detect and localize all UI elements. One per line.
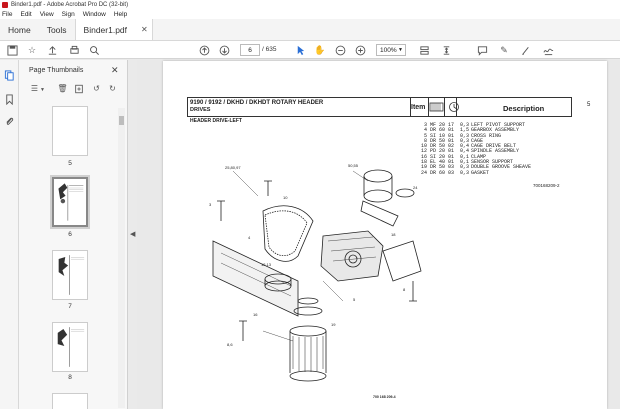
thumbnails-scrollbar[interactable]	[118, 108, 125, 408]
page-thumbnail[interactable]	[52, 106, 88, 156]
page-thumbnail[interactable]	[52, 393, 88, 409]
scrollbar-thumb[interactable]	[119, 116, 124, 125]
tab-home[interactable]: Home	[8, 24, 31, 35]
diagram-callout: 19	[331, 322, 336, 327]
delete-page-icon[interactable]: 🗑	[57, 84, 68, 93]
page-thumbnail-selected[interactable]	[52, 177, 88, 227]
zoom-level-value: 100%	[380, 47, 397, 54]
options-menu-icon[interactable]: ☰	[30, 84, 39, 93]
acrobat-app-icon	[2, 2, 8, 8]
diagram-callout: 50,55	[348, 163, 359, 168]
left-navigation-rail	[0, 60, 19, 409]
diagram-callout: 4	[248, 235, 251, 240]
zoom-in-icon[interactable]	[354, 44, 366, 56]
figure-code: 700 168 209-4	[373, 395, 396, 399]
window-title: Binder1.pdf - Adobe Acrobat Pro DC (32-bit)	[11, 1, 129, 8]
close-icon[interactable]: ✕	[111, 65, 119, 75]
pdf-page	[163, 61, 607, 409]
page-number-input[interactable]: 6	[240, 44, 260, 56]
next-page-icon[interactable]	[218, 44, 230, 56]
table-row: 4 DR 60 01 1,5 GEARBOX ASSEMBLY	[423, 127, 520, 134]
insert-page-icon[interactable]	[73, 84, 84, 95]
tab-bar	[0, 19, 620, 41]
table-row: 24 DR 60 03 0,3 GASKET	[420, 169, 490, 176]
page-thumbnail-label: 7	[68, 303, 72, 310]
sign-icon[interactable]	[542, 44, 554, 56]
table-row: 10 DR 50 02 0,4 CAGE DRIVE BELT	[420, 143, 517, 150]
upload-icon[interactable]	[46, 44, 58, 56]
close-tab-icon[interactable]: ✕	[141, 25, 148, 34]
page-display-icon[interactable]	[418, 44, 430, 56]
zoom-out-icon[interactable]	[334, 44, 346, 56]
draw-icon[interactable]	[520, 44, 532, 56]
page-thumbnail-label: 6	[68, 231, 72, 238]
page-thumbnail[interactable]	[52, 250, 88, 300]
table-row: 3 MF 20 17 0,3 LEFT PIVOT SUPPORT	[423, 122, 526, 128]
zoom-level-select[interactable]	[376, 44, 406, 56]
menu-window[interactable]: Window	[82, 10, 106, 18]
part-number-icon	[429, 100, 444, 114]
bookmarks-icon[interactable]	[4, 94, 15, 105]
quantity-icon	[448, 101, 460, 113]
title-bar	[0, 0, 620, 9]
page-subtitle: DRIVES	[190, 107, 211, 113]
diagram-callout: 18	[391, 232, 396, 237]
diagram-callout: 16	[253, 312, 258, 317]
menu-sign[interactable]: Sign	[61, 10, 75, 18]
menu-edit[interactable]: Edit	[20, 10, 32, 18]
diagram-callout: 10	[283, 195, 288, 200]
section-label: HEADER DRIVE-LEFT	[190, 118, 242, 124]
diagram-callout: 5	[353, 297, 356, 302]
menu-view[interactable]: View	[39, 10, 54, 18]
tab-tools[interactable]: Tools	[46, 24, 67, 35]
page-total: / 635	[262, 46, 277, 53]
thumbnails-panel	[19, 60, 128, 409]
attachments-icon[interactable]	[4, 116, 15, 127]
menu-help[interactable]: Help	[113, 10, 128, 18]
menu-file[interactable]: File	[2, 10, 13, 18]
exploded-parts-diagram	[203, 141, 438, 396]
table-row: 12 PD 20 01 0,4 SPINDLE ASSEMBLY	[420, 148, 520, 155]
previous-page-icon[interactable]	[198, 44, 210, 56]
rotate-ccw-icon[interactable]: ↺	[93, 84, 100, 93]
table-row: 19 DR 50 03 0,3 DOUBLE GROOVE SHEAVE	[420, 164, 532, 171]
scroll-mode-icon[interactable]	[440, 44, 452, 56]
panel-title: Page Thumbnails	[29, 67, 84, 74]
table-row: 5 SI 10 01 0,3 CROSS RING	[423, 132, 502, 139]
menu-bar	[0, 9, 620, 19]
chevron-down-icon[interactable]: ▼	[40, 87, 45, 93]
page-marker: 5	[587, 102, 591, 108]
column-item: Item	[411, 104, 426, 111]
bookmark-star-icon[interactable]: ☆	[27, 44, 37, 55]
table-row: 8 DR 50 01 0,3 CAGE	[423, 137, 484, 144]
print-icon[interactable]	[68, 44, 80, 56]
comment-icon[interactable]	[476, 44, 488, 56]
panel-toolbar	[25, 84, 125, 96]
diagram-callout: 24	[413, 185, 418, 190]
page-thumbnail-label: 8	[68, 374, 72, 381]
document-viewer[interactable]	[137, 60, 620, 409]
diagram-callout: 25,80,97	[225, 165, 241, 170]
search-icon[interactable]	[88, 44, 100, 56]
save-icon[interactable]	[6, 44, 18, 56]
page-thumbnail-label: 5	[68, 160, 72, 167]
reference-number: 700168209-2	[533, 183, 560, 188]
diagram-callout: 12,13	[261, 262, 272, 267]
diagram-callout: 3	[209, 202, 212, 207]
select-cursor-icon[interactable]	[294, 44, 306, 56]
rotate-cw-icon[interactable]: ↻	[109, 84, 116, 93]
collapse-panel-icon[interactable]: ◀	[130, 231, 136, 238]
main-toolbar	[0, 41, 620, 59]
page-title: 9190 / 9192 / DKHD / DKHDT ROTARY HEADER	[190, 100, 324, 106]
hand-tool-icon[interactable]: ✋	[314, 44, 326, 55]
diagram-callout: 8,6	[227, 342, 233, 347]
diagram-callout: 8	[403, 287, 406, 292]
table-row: 18 EL 40 01 0,1 SENSOR SUPPORT	[420, 159, 514, 166]
highlight-pen-icon[interactable]: ✎	[500, 44, 508, 55]
tab-document-label: Binder1.pdf	[83, 24, 128, 35]
page-thumbnail[interactable]	[52, 322, 88, 372]
page-thumbnails-icon[interactable]	[4, 70, 15, 81]
column-description: Description	[503, 104, 545, 113]
table-row: 16 SI 20 01 0,1 CLAMP	[420, 153, 487, 160]
chevron-down-icon: ▼	[398, 47, 403, 53]
tab-document[interactable]	[75, 19, 153, 40]
